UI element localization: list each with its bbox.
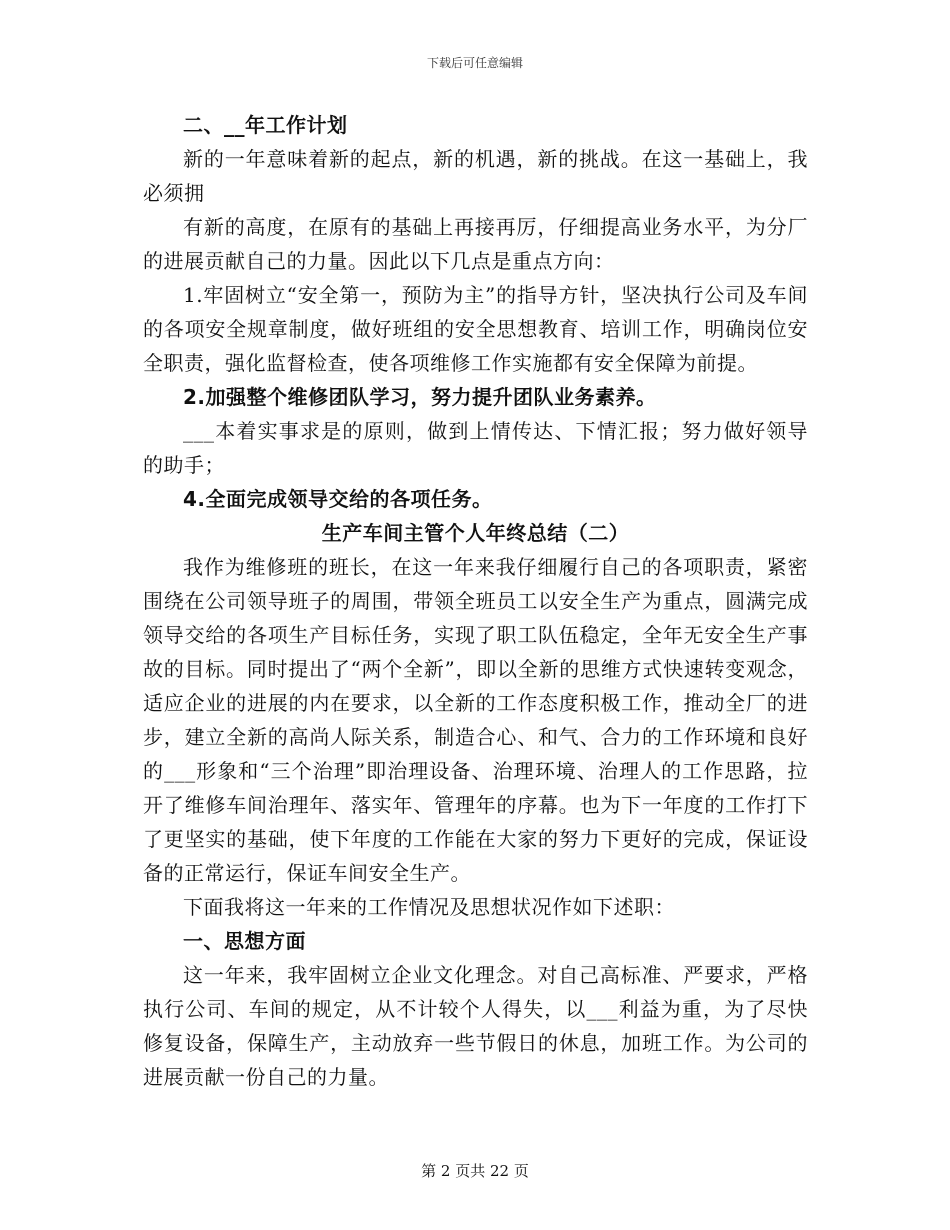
page-number: 第 2 页共 22 页 bbox=[421, 1162, 529, 1180]
list-item-heading: 4.全面完成领导交给的各项任务。 bbox=[183, 487, 493, 511]
paragraph: 新的一年意味着新的起点，新的机遇，新的挑战。在这一基础上，我必须拥 bbox=[143, 147, 808, 205]
paragraph: 我作为维修班的班长，在这一年来我仔细履行自己的各项职责，紧密围绕在公司领导班子的周围，带领全班员工以安全生产为重点，圆满完成领导交给的各项生产目标任务，实现了职工队伍稳定，全年无安全生产事故的目标。同时提出了“两个全新”，即以全新的思维方式快速转变观念，适应企业的进展的内在要求，以全新的工作态度积极工作，推动全厂的进步，建立全新的高尚人际关系，制造合心、和气、合力的工作环境和良好的___形象和“三个治理”即治理设备、治理环境、治理人的工作思路，拉开了维修车间治理年、落实年、管理年的序幕。也为下一年度的工作打下了更坚实的基础，使下年度的工作能在大家的努力下更好的完成，保证设备的正常运行，保证车间安全生产。 bbox=[143, 555, 808, 885]
document-title: 生产车间主管个人年终总结（二） bbox=[321, 521, 630, 545]
document-body bbox=[143, 108, 808, 1094]
list-item-heading: 2.加强整个维修团队学习，努力提升团队业务素养。 bbox=[183, 385, 657, 409]
section-heading-work-plan: 二、__年工作计划 bbox=[183, 113, 348, 137]
header-note: 下载后可任意编辑 bbox=[426, 56, 523, 70]
section-heading-thought: 一、思想方面 bbox=[183, 929, 306, 953]
paragraph: 1.牢固树立“安全第一，预防为主”的指导方针，坚决执行公司及车间的各项安全规章制度，做好班组的安全思想教育、培训工作，明确岗位安全职责，强化监督检查，使各项维修工作实施都有安全保障为前提。 bbox=[143, 283, 808, 375]
paragraph: 有新的高度，在原有的基础上再接再厉，仔细提高业务水平，为分厂的进展贡献自己的力量。因此以下几点是重点方向： bbox=[143, 215, 808, 273]
paragraph: 下面我将这一年来的工作情况及思想状况作如下述职： bbox=[183, 895, 675, 919]
paragraph: 这一年来，我牢固树立企业文化理念。对自己高标准、严要求，严格执行公司、车间的规定，从不计较个人得失，以___利益为重，为了尽快修复设备，保障生产，主动放弃一些节假日的休息，加班工作。为公司的进展贡献一份自己的力量。 bbox=[143, 963, 808, 1089]
paragraph: ___本着实事求是的原则，做到上情传达、下情汇报；努力做好领导的助手； bbox=[143, 419, 808, 477]
